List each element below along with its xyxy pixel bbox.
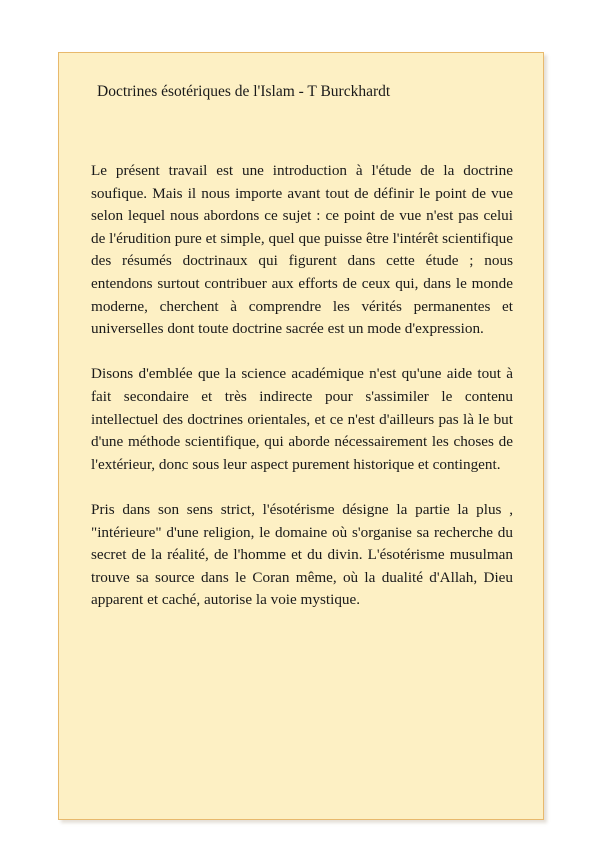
document-title: Doctrines ésotériques de l'Islam - T Burckhardt bbox=[97, 83, 391, 100]
document-body bbox=[91, 160, 513, 634]
paragraph-2: Disons d'emblée que la science académique n'est qu'une aide tout à fait secondaire et très indirecte pour s'assimiler le contenu intellectuel des doctrines orientales, et ce n'est d'ailleurs pas là le but d'une méthode scientifique, qui aborde nécessairement les choses de l'extérieur, donc sous leur aspect purement historique et contingent. bbox=[91, 365, 513, 473]
paragraph-3: Pris dans son sens strict, l'ésotérisme désigne la partie la plus , "intérieure" d'une religion, le domaine où s'organise sa recherche du secret de la réalité, de l'homme et du divin. L'ésotérisme musulman trouve sa source dans le Coran même, où la dualité d'Allah, Dieu apparent et caché, autorise la voie mystique. bbox=[91, 500, 513, 609]
paragraph-1: Le présent travail est une introduction à l'étude de la doctrine soufique. Mais il nous importe avant tout de définir le point de vue selon lequel nous abordons ce sujet : ce point de vue n'est pas celui de l'érudition pure et simple, quel que puisse être l'intérêt scientifique des résumés doctrinaux qui figurent dans cette étude ; nous entendons surtout contribuer aux efforts de ceux qui, dans le monde moderne, cherchent à comprendre les vérités permanentes et universelles dont toute doctrine sacrée est un mode d'expression. bbox=[91, 162, 513, 338]
document-page bbox=[58, 52, 544, 820]
